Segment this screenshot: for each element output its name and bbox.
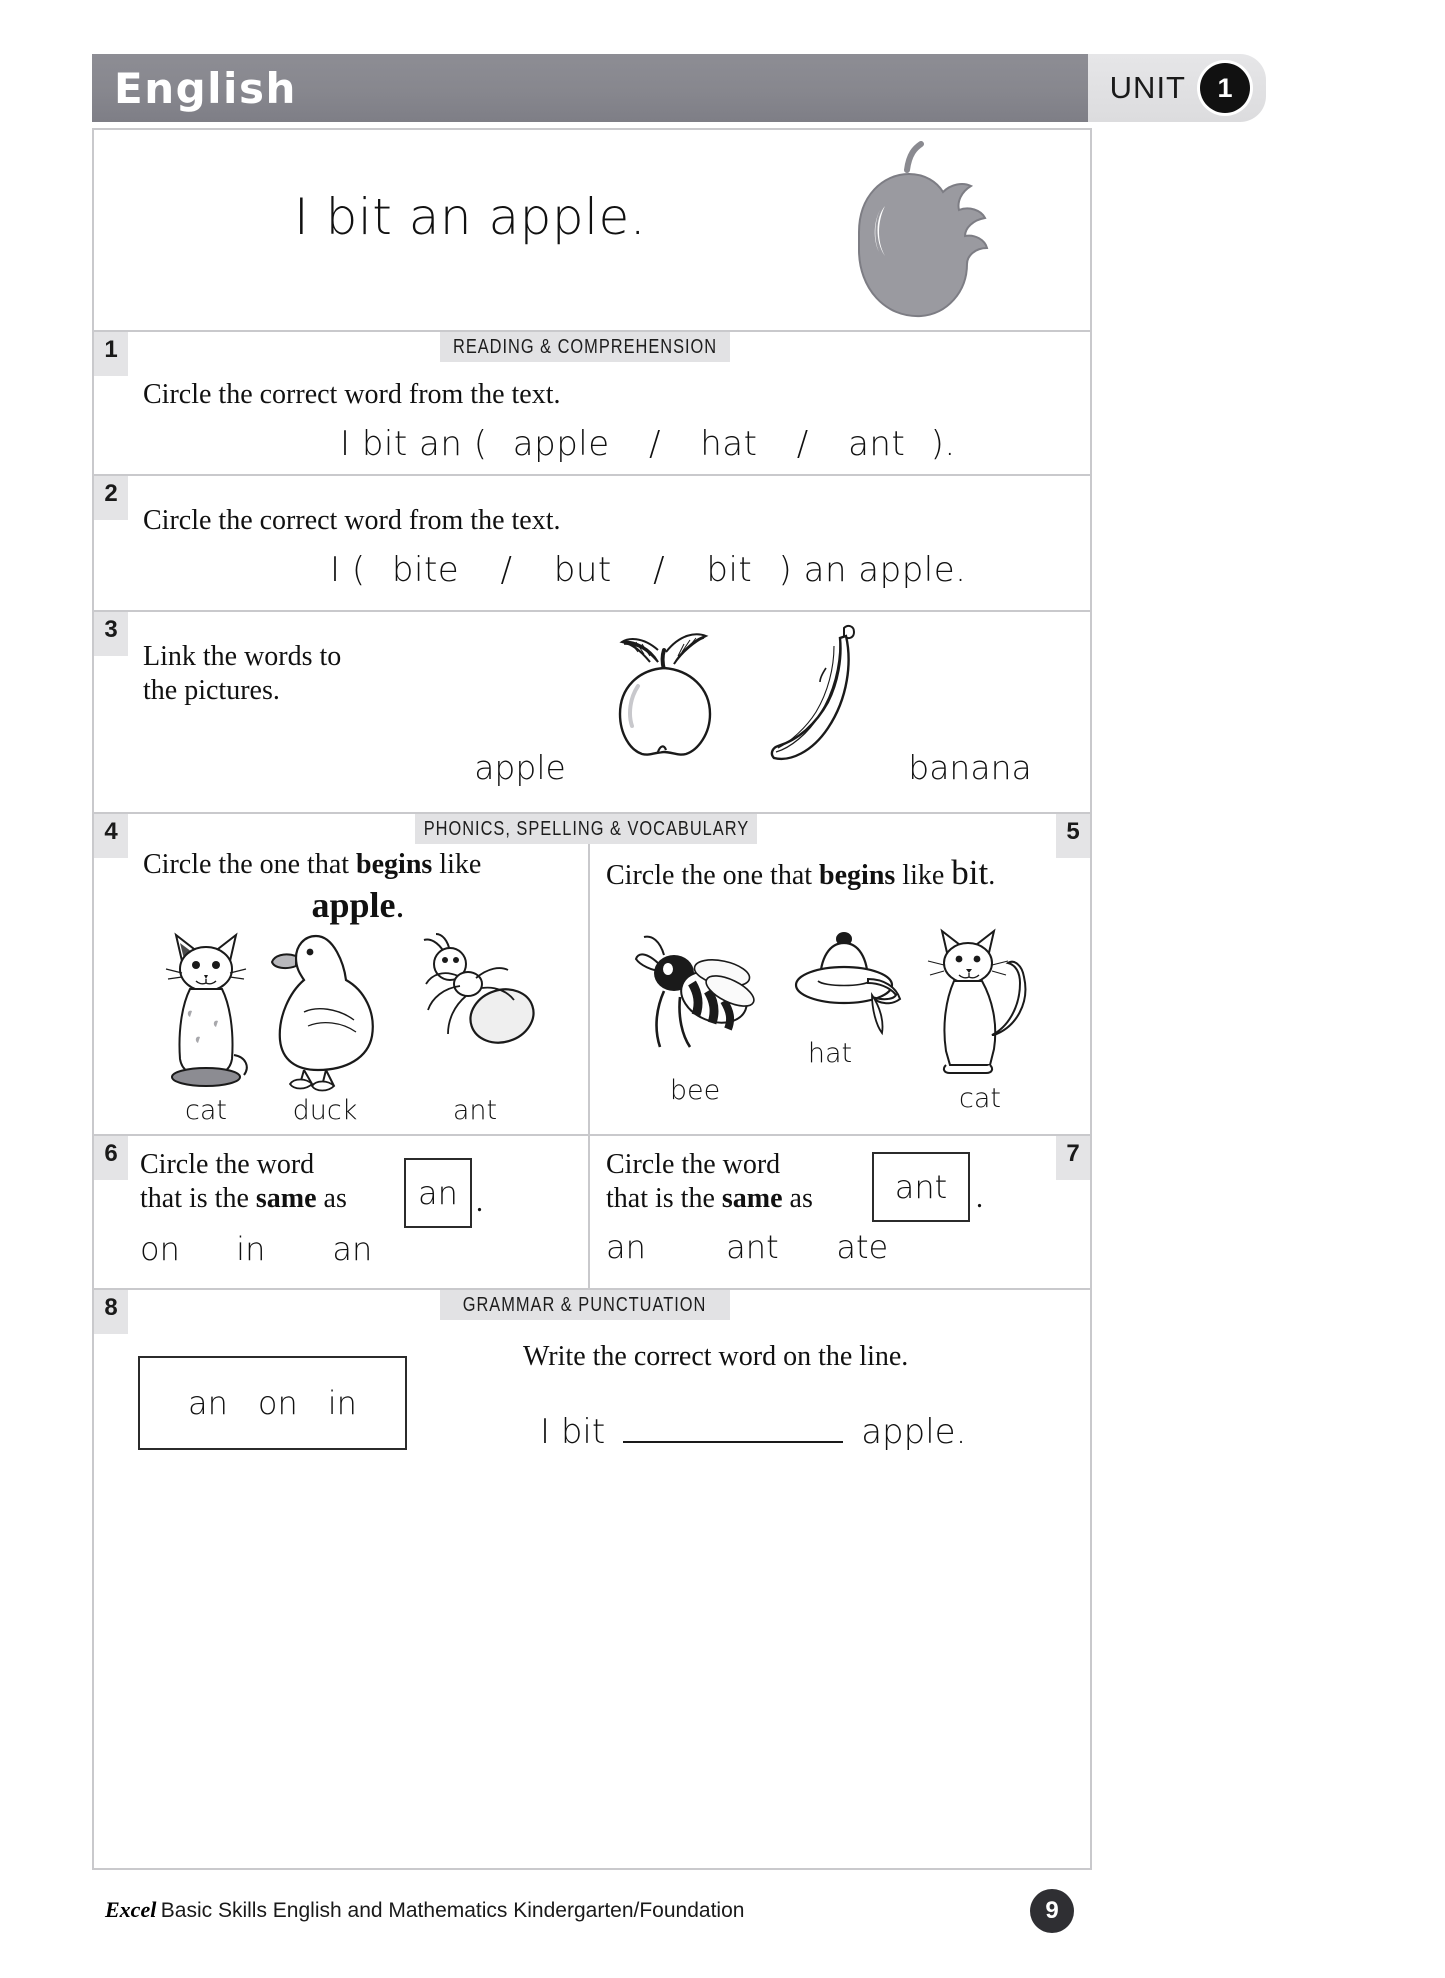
exercise-2-answer-line[interactable] [330, 550, 966, 590]
exercise-number-5: 5 [1056, 814, 1090, 858]
exercise-8-word-0[interactable]: an [188, 1384, 228, 1422]
exercise-number-1: 1 [94, 332, 128, 376]
exercise-7-option-1[interactable]: ant [726, 1228, 779, 1266]
divider [94, 1134, 1090, 1136]
exercise-4-instruction [143, 848, 573, 928]
section-band-reading [440, 332, 730, 362]
exercise-2-option-1[interactable]: but [553, 550, 612, 590]
exercise-8-stem-before: I bit [540, 1412, 606, 1452]
exercise-4-target-punct: . [395, 885, 405, 926]
exercise-3-instruction-line2: the pictures. [143, 675, 280, 707]
exercise-number-7: 7 [1056, 1136, 1090, 1180]
exercise-7-instruction-part2: as [782, 1183, 813, 1215]
passage-block [94, 130, 1090, 330]
divider [588, 844, 590, 1144]
subject-title: English [114, 63, 297, 113]
exercise-5-target-word: bit [951, 853, 989, 892]
exercise-2-stem-after: ) an apple. [778, 550, 967, 590]
exercise-6-trailing-punct: . [476, 1187, 483, 1218]
exercise-1-instruction: Circle the correct word from the text. [143, 379, 561, 410]
divider [588, 1136, 590, 1288]
exercise-6-instruction [140, 1148, 410, 1216]
exercise-1-option-0[interactable]: apple [512, 424, 610, 464]
section-band-phonics-label: PHONICS, SPELLING & VOCABULARY [423, 817, 749, 840]
exercise-7-options[interactable] [606, 1228, 888, 1266]
exercise-8-blank[interactable] [623, 1441, 843, 1443]
exercise-4-instruction-part2: like [432, 849, 482, 880]
exercise-3-word-banana[interactable]: banana [908, 748, 1032, 787]
exercise-1-stem-after: ). [930, 424, 956, 464]
exercise-1-stem-before: I bit an ( [340, 424, 488, 464]
exercise-number-8: 8 [94, 1290, 128, 1334]
exercise-6-option-0[interactable]: on [140, 1230, 180, 1268]
exercise-2-option-2[interactable]: bit [706, 550, 753, 590]
exercise-3-instruction [143, 640, 443, 708]
exercise-5-instruction-bold: begins [819, 860, 896, 891]
exercise-number-6: 6 [94, 1136, 128, 1180]
exercise-4-instruction-part1: Circle the one that [143, 849, 357, 880]
exercise-5-instruction-part1: Circle the one that [606, 860, 820, 891]
exercise-1-answer-line[interactable] [340, 424, 956, 464]
exercise-6-target-box: an [404, 1158, 472, 1228]
apple-drawing-icon [598, 622, 746, 762]
exercise-1-separator-0: / [648, 424, 661, 464]
exercise-8-stem-after: apple. [861, 1412, 967, 1452]
exercise-6-option-1[interactable]: in [236, 1230, 266, 1268]
unit-number-circle: 1 [1200, 63, 1250, 113]
exercise-5-label-bee[interactable]: bee [669, 1075, 721, 1106]
exercise-2-instruction: Circle the correct word from the text. [143, 505, 561, 536]
exercise-1-separator-1: / [796, 424, 809, 464]
exercise-7-instruction-line1: Circle the word [606, 1149, 781, 1180]
footer-title: Basic Skills English and Mathematics Kindergarten/Foundation [160, 1899, 745, 1922]
exercise-4-instruction-bold: begins [356, 849, 433, 880]
unit-label: UNIT [1109, 70, 1186, 105]
exercise-4-label-cat[interactable]: cat [185, 1095, 227, 1126]
exercise-number-4: 4 [94, 814, 128, 858]
exercise-7-option-0[interactable]: an [606, 1228, 646, 1266]
exercise-7-option-2[interactable]: ate [836, 1228, 889, 1266]
exercise-5-label-hat[interactable]: hat [807, 1038, 853, 1069]
section-band-grammar [440, 1290, 730, 1320]
exercise-5-label-cat[interactable]: cat [959, 1083, 1001, 1114]
footer-brand: Excel [105, 1897, 157, 1922]
exercise-6-instruction-bold: same [255, 1183, 317, 1215]
exercise-number-3: 3 [94, 612, 128, 656]
exercise-6-instruction-part2: as [316, 1183, 347, 1215]
duck-drawing-icon [260, 920, 390, 1095]
banana-drawing-icon [760, 620, 880, 768]
divider [94, 474, 1090, 476]
exercise-7-trailing-punct: . [976, 1183, 983, 1214]
page-number-badge: 9 [1030, 1889, 1074, 1933]
exercise-3-instruction-line1: Link the words to [143, 641, 342, 672]
exercise-2-separator-1: / [653, 550, 666, 590]
exercise-2-option-0[interactable]: bite [391, 550, 460, 590]
exercise-7-instruction-bold: same [721, 1183, 783, 1215]
divider [94, 610, 1090, 612]
exercise-8-word-bank[interactable] [138, 1356, 407, 1450]
exercise-1-option-2[interactable]: ant [848, 424, 906, 464]
exercise-4-label-ant[interactable]: ant [452, 1095, 498, 1126]
cat-drawing-icon [160, 925, 252, 1095]
exercise-6-option-2[interactable]: an [332, 1230, 373, 1268]
exercise-1-option-1[interactable]: hat [700, 424, 758, 464]
exercise-4-label-duck[interactable]: duck [292, 1095, 358, 1126]
exercise-8-word-1[interactable]: on [257, 1384, 298, 1422]
unit-badge [1088, 54, 1266, 122]
exercise-6-instruction-line1: Circle the word [140, 1149, 315, 1180]
section-band-reading-label: READING & COMPREHENSION [452, 335, 718, 358]
exercise-7-target-box: ant [872, 1152, 970, 1222]
exercise-4-target-word: apple [311, 885, 396, 926]
exercise-2-stem-before: I ( [330, 550, 366, 590]
exercise-6-options[interactable] [140, 1230, 372, 1268]
exercise-7-instruction [606, 1148, 886, 1216]
subject-header-bar [92, 54, 1092, 122]
bitten-apple-icon [829, 140, 1019, 330]
footer [105, 1897, 1005, 1923]
bee-drawing-icon [630, 925, 760, 1075]
exercise-5-target-punct: . [988, 860, 996, 891]
section-band-grammar-label: GRAMMAR & PUNCTUATION [463, 1293, 707, 1316]
exercise-6-instruction-part1: that is the [140, 1183, 256, 1215]
exercise-5-instruction [606, 852, 1076, 895]
passage-sentence: I bit an apple. [294, 188, 647, 246]
exercise-8-answer-line[interactable] [540, 1412, 966, 1452]
exercise-2-separator-0: / [500, 550, 513, 590]
exercise-8-word-2[interactable]: in [327, 1384, 357, 1422]
exercise-number-2: 2 [94, 476, 128, 520]
exercise-3-word-apple[interactable]: apple [474, 748, 566, 787]
exercise-7-instruction-part1: that is the [606, 1183, 722, 1215]
cat-drawing-icon [920, 915, 1050, 1090]
hat-drawing-icon [780, 925, 920, 1055]
ant-drawing-icon [410, 930, 540, 1095]
section-band-phonics [415, 814, 757, 844]
exercise-8-instruction: Write the correct word on the line. [523, 1341, 909, 1372]
exercise-5-instruction-part2: like [895, 860, 952, 891]
